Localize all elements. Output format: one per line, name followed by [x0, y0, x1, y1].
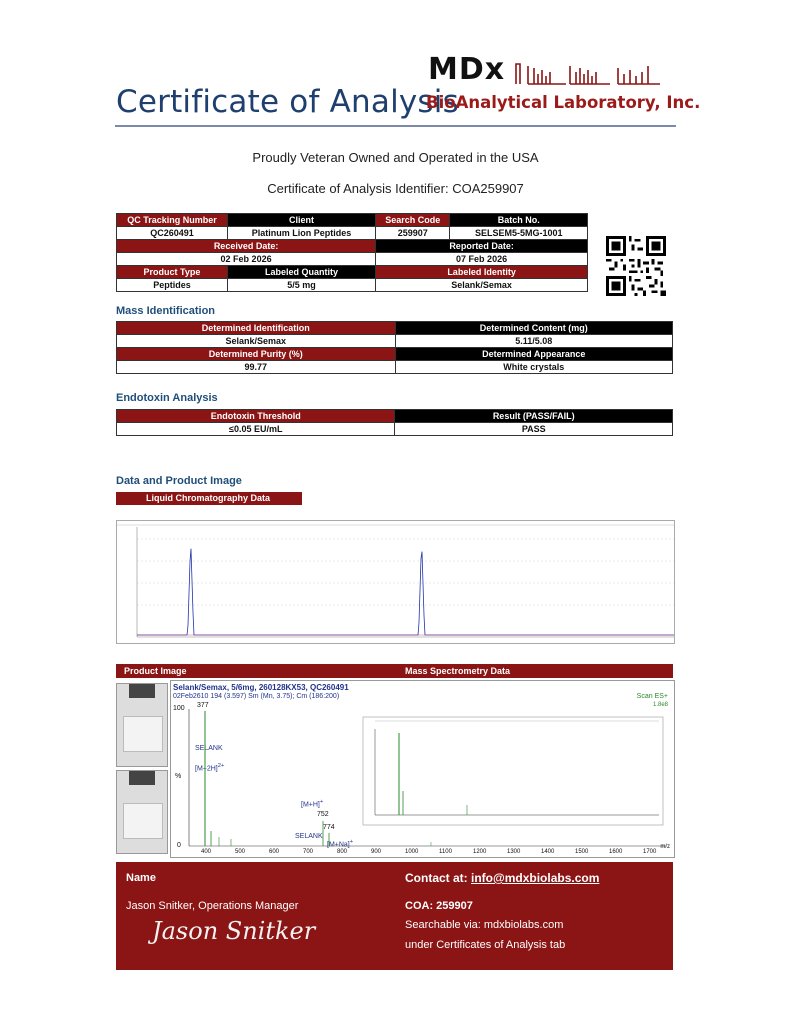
ms-label-mna: [M+Na]+ [327, 839, 354, 849]
contact-email-link[interactable]: info@mdxbiolabs.com [471, 871, 600, 885]
endotoxin-result-value: PASS [395, 423, 673, 436]
header-search-code: Search Code [376, 214, 450, 227]
product-ms-bar [116, 664, 673, 678]
header-determined-content: Determined Content (mg) [395, 322, 672, 335]
mass-id-table [116, 321, 673, 374]
determined-content-value: 5.11/5.08 [395, 335, 672, 348]
ms-y-mid: % [175, 773, 182, 780]
logo-mdx: MDx [428, 52, 506, 87]
lc-chromatogram [116, 520, 675, 644]
section-endotoxin: Endotoxin Analysis [116, 392, 218, 404]
header-labeled-identity: Labeled Identity [376, 266, 588, 279]
ms-scan2: 1.8e8 [652, 702, 668, 708]
page-title: Certificate of Analysis [116, 84, 459, 120]
determined-identification-value: Selank/Semax [117, 335, 396, 348]
ms-x-tick: 1300 [507, 849, 521, 855]
ms-scan: Scan ES+ [636, 693, 668, 700]
coa-identifier: Certificate of Analysis Identifier: COA259907 [267, 181, 524, 196]
header-received: Received Date: [117, 240, 376, 253]
reported-value: 07 Feb 2026 [376, 253, 588, 266]
section-mass-identification: Mass Identification [116, 305, 216, 317]
ms-x-tick: 900 [371, 849, 382, 855]
ms-x-tick: 1200 [473, 849, 487, 855]
endotoxin-table [116, 409, 673, 436]
ms-x-tick: 1700 [643, 849, 657, 855]
header-endotoxin-result: Result (PASS/FAIL) [395, 410, 673, 423]
header-client: Client [227, 214, 375, 227]
ms-x-tick: 1500 [575, 849, 589, 855]
header-reported: Reported Date: [376, 240, 588, 253]
header-endotoxin-threshold: Endotoxin Threshold [117, 410, 395, 423]
determined-appearance-value: White crystals [395, 361, 672, 374]
qr-code-icon[interactable] [606, 236, 666, 296]
header-qc: QC Tracking Number [117, 214, 228, 227]
client-value: Platinum Lion Peptides [227, 227, 375, 240]
section-data-product-image: Data and Product Image [116, 475, 242, 487]
tagline: Proudly Veteran Owned and Operated in the USA [252, 150, 539, 165]
ms-label-mh: [M+H]+ [301, 799, 324, 809]
logo-peaks-icon [514, 60, 664, 86]
logo-lab-name: BioAnalytical Laboratory, Inc. [426, 93, 701, 112]
endotoxin-threshold-value: ≤0.05 EU/mL [117, 423, 395, 436]
ms-x-tick: 1100 [439, 849, 452, 855]
ms-x-tick: 600 [269, 849, 280, 855]
ms-peak-377: 377 [197, 702, 209, 709]
labeled-identity-value: Selank/Semax [376, 279, 588, 292]
header-determined-purity: Determined Purity (%) [117, 348, 396, 361]
ms-x-tick: 1000 [405, 849, 419, 855]
info-table [116, 213, 588, 292]
search-code-value: 259907 [376, 227, 450, 240]
ms-x-tick: 700 [303, 849, 314, 855]
ms-y-top: 100 [173, 705, 185, 712]
ms-label: Mass Spectrometry Data [405, 666, 511, 676]
batch-value: SELSEM5-5MG-1001 [450, 227, 588, 240]
product-type-value: Peptides [117, 279, 228, 292]
ms-title: Selank/Semax, 5/6mg, 260128KX53, QC260491 [173, 683, 349, 692]
received-value: 02 Feb 2026 [117, 253, 376, 266]
footer-under: under Certificates of Analysis tab [405, 939, 566, 951]
footer [116, 862, 673, 970]
header-determined-identification: Determined Identification [117, 322, 396, 335]
ms-y-bottom: 0 [177, 842, 181, 849]
product-vial-image-2 [116, 770, 168, 854]
lc-label: Liquid Chromatography Data [116, 492, 302, 505]
footer-name: Jason Snitker, Operations Manager [126, 900, 299, 912]
qc-value: QC260491 [117, 227, 228, 240]
footer-searchable: Searchable via: mdxbiolabs.com [405, 919, 564, 931]
footer-coa: COA: 259907 [405, 900, 473, 912]
ms-label-selank-2: SELANK [295, 833, 323, 840]
ms-x-tick: 1400 [541, 849, 555, 855]
determined-purity-value: 99.77 [117, 361, 396, 374]
ms-x-tick: 800 [337, 849, 348, 855]
ms-x-tick: 1600 [609, 849, 623, 855]
header-labeled-quantity: Labeled Quantity [227, 266, 375, 279]
header-rule [115, 125, 676, 127]
ms-label-m2h: $[M+2H]^{2+}$ [195, 763, 225, 773]
labeled-quantity-value: 5/5 mg [227, 279, 375, 292]
footer-name-label: Name [126, 872, 156, 884]
ms-subtitle: 02Feb2610 194 (3.597) Sm (Mn, 3.75); Cm (186:200) [173, 693, 340, 700]
header-determined-appearance: Determined Appearance [395, 348, 672, 361]
ms-spectrum [170, 680, 675, 858]
ms-peak-774: 774 [323, 824, 335, 831]
ms-peak-752: 752 [317, 811, 329, 818]
product-vial-image-1 [116, 683, 168, 767]
ms-x-tick: 400 [201, 849, 212, 855]
footer-contact: Contact at: info@mdxbiolabs.com [405, 871, 600, 885]
product-image-label: Product Image [124, 666, 187, 676]
ms-x-tick: 500 [235, 849, 246, 855]
header-product-type: Product Type [117, 266, 228, 279]
signature-image: Jason Snitker [152, 917, 316, 945]
ms-label-selank: SELANK [195, 745, 223, 752]
header-batch: Batch No. [450, 214, 588, 227]
ms-x-unit: m/z [660, 844, 670, 850]
ms-spectrum-plot [171, 681, 674, 857]
